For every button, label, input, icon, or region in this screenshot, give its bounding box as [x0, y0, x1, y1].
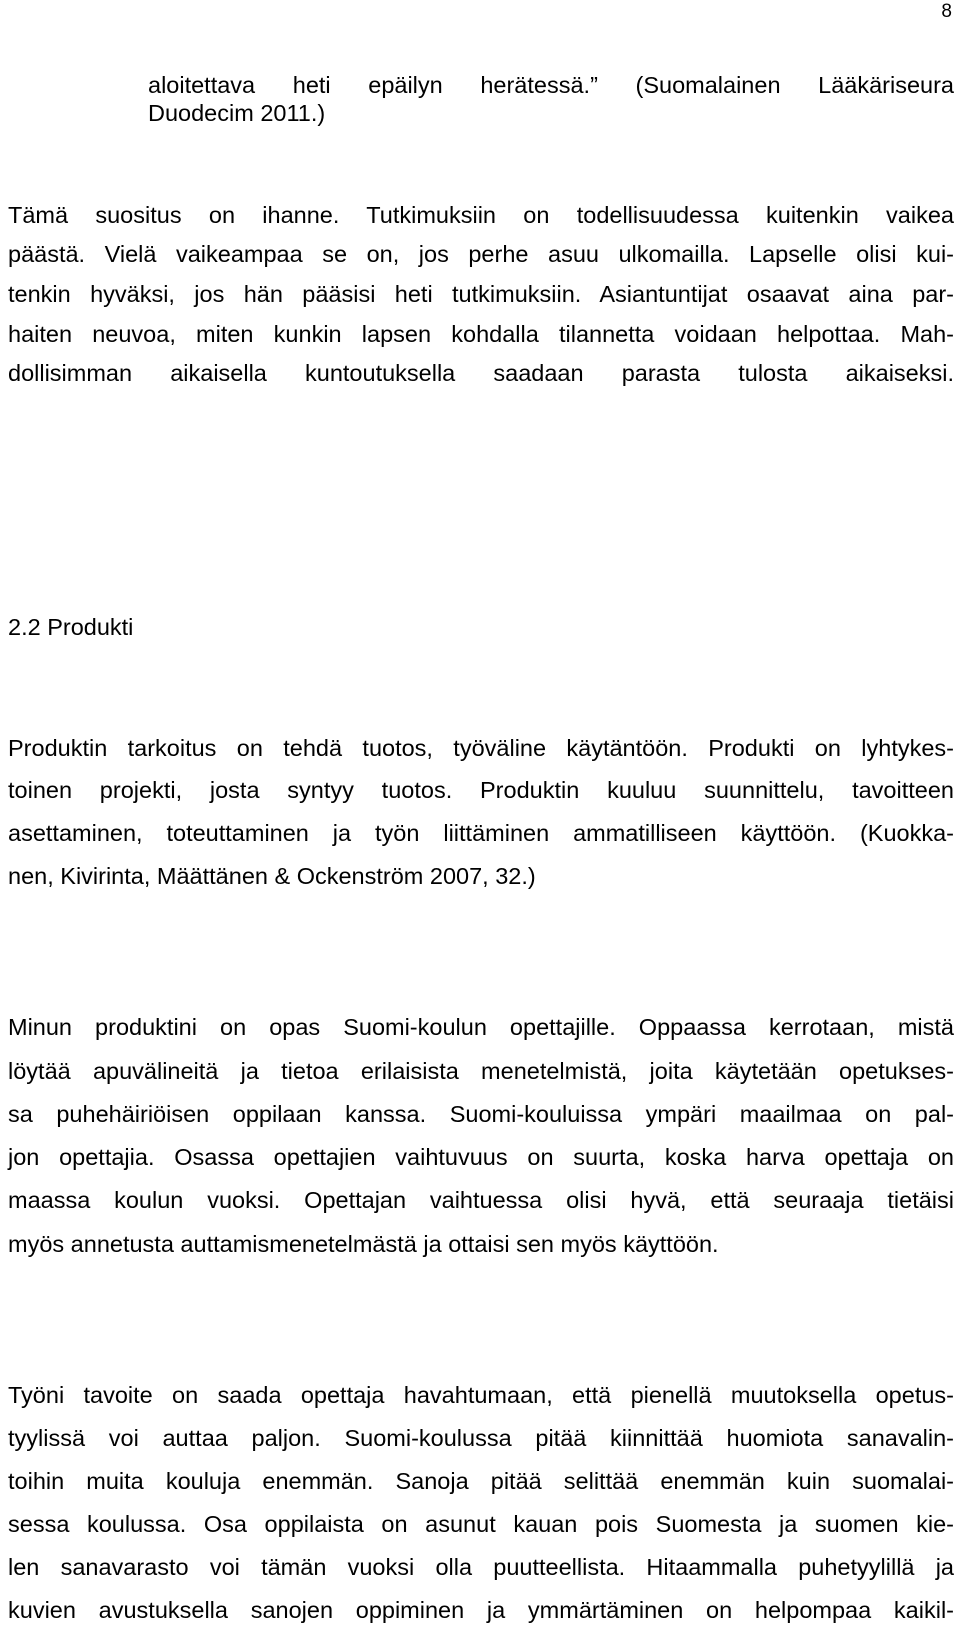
text-line: len sanavarasto voi tämän vuoksi olla puutteellista. Hitaammalla puhetyylillä ja: [8, 1554, 954, 1580]
text-line: kuvien avustuksella sanojen oppiminen ja ymmärtäminen on helpompaa kaikil-: [8, 1597, 954, 1623]
text-line: löytää apuvälineitä ja tietoa erilaisista menetelmistä, joita käytetään opetukses-: [8, 1058, 954, 1084]
text-line: tenkin hyväksi, jos hän pääsisi heti tutkimuksiin. Asiantuntijat osaavat aina par-: [8, 281, 954, 307]
text-line: Duodecim 2011.): [148, 100, 326, 126]
text-line: dollisimman aikaisella kuntoutuksella saadaan parasta tulosta aikaiseksi.: [8, 360, 954, 386]
text-line: toihin muita kouluja enemmän. Sanoja pitää selittää enemmän kuin suomalai-: [8, 1468, 954, 1494]
text-line: maassa koulun vuoksi. Opettajan vaihtuessa olisi hyvä, että seuraaja tietäisi: [8, 1187, 954, 1213]
text-line: tyylissä voi auttaa paljon. Suomi-koulussa pitää kiinnittää huomiota sanavalin-: [8, 1425, 954, 1451]
text-line: haiten neuvoa, miten kunkin lapsen kohdalla tilannetta voidaan helpottaa. Mah-: [8, 321, 954, 347]
section-heading: 2.2 Produkti: [8, 614, 134, 640]
text-line: jon opettajia. Osassa opettajien vaihtuvuus on suurta, koska harva opettaja on: [8, 1144, 954, 1170]
text-line: Työni tavoite on saada opettaja havahtumaan, että pienellä muutoksella opetus-: [8, 1382, 954, 1408]
text-line: Minun produktini on opas Suomi-koulun opettajille. Oppaassa kerrotaan, mistä: [8, 1014, 954, 1040]
page-number: 8: [941, 1, 952, 22]
text-line: sessa koulussa. Osa oppilaista on asunut kauan pois Suomesta ja suomen kie-: [8, 1511, 954, 1537]
text-line: myös annetusta auttamismenetelmästä ja ottaisi sen myös käyttöön.: [8, 1231, 719, 1257]
text-line: Produktin tarkoitus on tehdä tuotos, työväline käytäntöön. Produkti on lyhtykes-: [8, 735, 954, 761]
text-line: Tämä suositus on ihanne. Tutkimuksiin on todellisuudessa kuitenkin vaikea: [8, 202, 954, 228]
text-line: asettaminen, toteuttaminen ja työn liittäminen ammatilliseen käyttöön. (Kuokka-: [8, 820, 954, 846]
text-line: aloitettava heti epäilyn herätessä.” (Suomalainen Lääkäriseura: [148, 72, 954, 98]
text-line: päästä. Vielä vaikeampaa se on, jos perhe asuu ulkomailla. Lapselle olisi kui-: [8, 241, 954, 267]
text-line: nen, Kivirinta, Määttänen & Ockenström 2007, 32.): [8, 863, 536, 889]
text-line: toinen projekti, josta syntyy tuotos. Produktin kuuluu suunnittelu, tavoitteen: [8, 777, 954, 803]
text-line: sa puhehäiriöisen oppilaan kanssa. Suomi-kouluissa ympäri maailmaa on pal-: [8, 1101, 954, 1127]
